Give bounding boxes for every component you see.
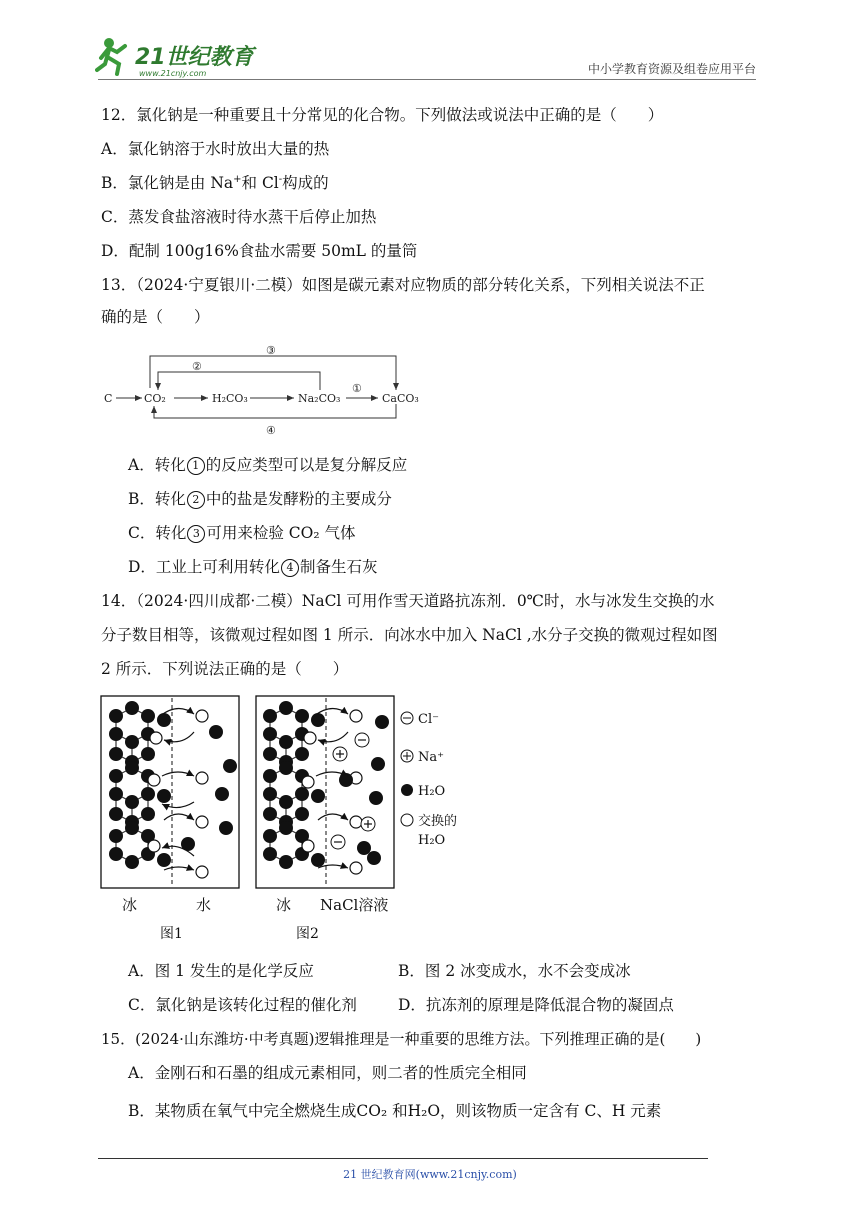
header-divider	[98, 79, 756, 80]
fig1-ice-molecules	[109, 701, 171, 869]
q15-option-b: B．某物质在氧气中完全燃烧生成CO₂ 和H₂O，则该物质一定含有 C、H 元素	[128, 1102, 662, 1120]
q12-stem: 12．氯化钠是一种重要且十分常见的化合物。下列做法或说法中正确的是（ ）	[101, 106, 664, 124]
fig1-water-molecules	[181, 725, 237, 851]
ice-water-figure	[98, 692, 478, 950]
figure-legend	[401, 712, 457, 848]
q15-stem: 15．(2024·山东潍坊·中考真题)逻辑推理是一种重要的思维方法。下列推理正确的是( )	[101, 1030, 702, 1048]
label-4: ④	[266, 424, 276, 437]
q13-stem-line2: 确的是（ ）	[101, 308, 210, 326]
node-caco3: CaCO₃	[382, 392, 419, 405]
label-1: ①	[352, 382, 362, 395]
q14-option-a: A．图 1 发生的是化学反应	[128, 962, 314, 980]
footer-divider	[98, 1158, 708, 1159]
q14-option-d: D．抗冻剂的原理是降低混合物的凝固点	[398, 996, 674, 1014]
node-c: C	[104, 392, 113, 405]
legend-exchanged-2: H₂O	[418, 833, 446, 848]
q14-stem-line3: 2 所示．下列说法正确的是（ ）	[101, 660, 349, 678]
q12-option-b: B．氯化钠是由 Na+和 Cl-构成的	[101, 173, 329, 192]
node-na2co3: Na₂CO₃	[298, 392, 341, 405]
label-2: ②	[192, 360, 202, 373]
q13-option-d: D．工业上可利用转化 4 制备生石灰	[128, 558, 378, 576]
fig1-exchanged-molecules	[148, 710, 208, 878]
q14-option-b: B．图 2 冰变成水，水不会变成冰	[398, 962, 631, 980]
header-right-text: 中小学教育资源及组卷应用平台	[587, 62, 756, 76]
fig1-caption: 图1	[160, 926, 183, 942]
node-co2: CO₂	[144, 392, 166, 405]
q14-stem-line2: 分子数目相等，该微观过程如图 1 所示．向冰水中加入 NaCl ,水分子交换的微观过程如图	[101, 626, 718, 644]
fig1-ice-label: 冰	[122, 896, 138, 914]
legend-na: Na⁺	[418, 750, 444, 765]
q12-option-a: A．氯化钠溶于水时放出大量的热	[101, 140, 330, 158]
q13-stem-line1: 13．（2024·宁夏银川·二模）如图是碳元素对应物质的部分转化关系，下列相关说法不正	[101, 276, 705, 294]
q13-option-c: C．转化 3 可用来检验 CO₂ 气体	[128, 524, 356, 542]
carbon-conversion-diagram	[100, 338, 430, 442]
legend-h2o: H₂O	[418, 784, 446, 799]
fig2-exchanged-molecules	[302, 710, 362, 874]
logo-text: 21世纪教育	[135, 45, 254, 70]
legend-exchanged-1: 交换的	[418, 814, 458, 829]
logo-url: www.21cnjy.com	[139, 69, 207, 78]
q15-option-a: A．金刚石和石墨的组成元素相同，则二者的性质完全相同	[128, 1064, 527, 1082]
footer-text: 21 世纪教育网(www.21cnjy.com)	[343, 1168, 517, 1181]
q13-option-a: A．转化 1 的反应类型可以是复分解反应	[128, 456, 408, 474]
q12-option-c: C．蒸发食盐溶液时待水蒸干后停止加热	[101, 208, 377, 226]
fig2-ice-molecules	[263, 701, 325, 869]
runner-icon	[97, 38, 125, 74]
q14-stem-line1: 14．（2024·四川成都·二模）NaCl 可用作雪天道路抗冻剂．0℃时，水与冰发生交换的水	[101, 592, 715, 610]
fig2-ice-label: 冰	[276, 896, 292, 914]
legend-cl: Cl⁻	[418, 712, 439, 727]
fig2-caption: 图2	[296, 926, 319, 942]
node-h2co3: H₂CO₃	[212, 392, 248, 405]
site-logo	[95, 34, 265, 80]
q14-option-c: C．氯化钠是该转化过程的催化剂	[128, 996, 357, 1014]
q12-option-d: D．配制 100g16%食盐水需要 50mL 的量筒	[101, 242, 418, 260]
fig1-water-label: 水	[196, 896, 212, 914]
q13-option-b: B．转化 2 中的盐是发酵粉的主要成分	[128, 490, 392, 508]
label-3: ③	[266, 344, 276, 357]
fig2-nacl-label: NaCl溶液	[320, 896, 389, 914]
fig2-ions	[331, 733, 375, 849]
